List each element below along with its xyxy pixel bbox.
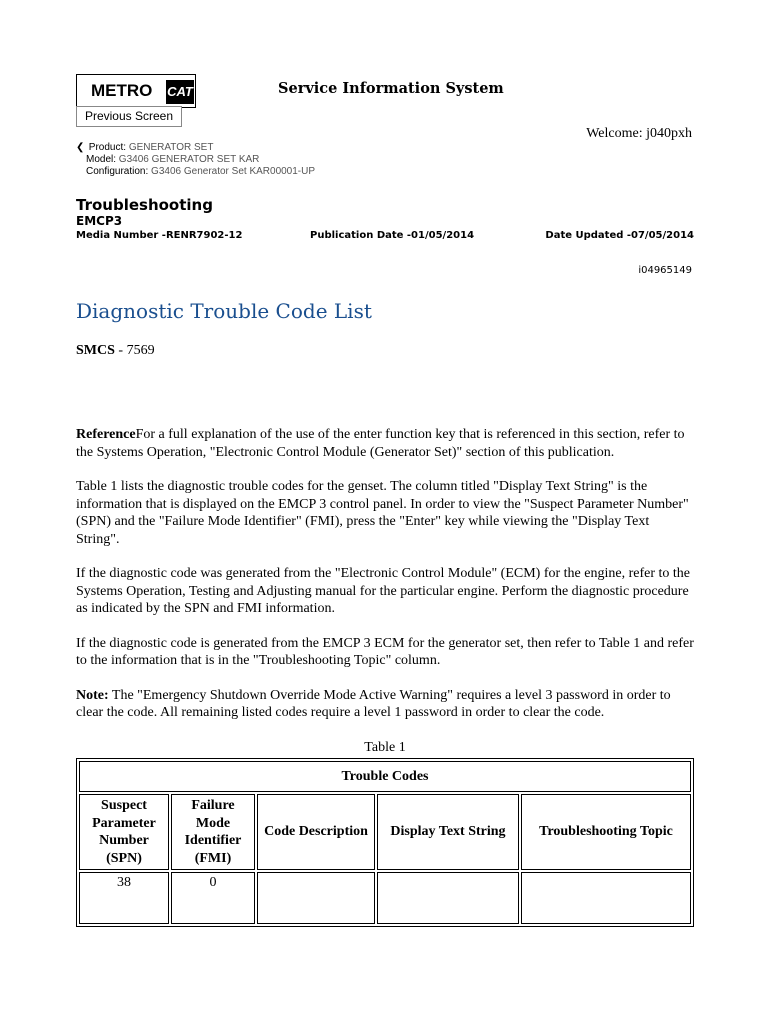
- metro-cat-logo: [76, 74, 196, 108]
- column-header-display-text: Display Text String: [377, 794, 519, 870]
- table-cell-display-text: [377, 872, 519, 924]
- site-title: Service Information System: [278, 80, 504, 97]
- paragraph-genset-ecm: If the diagnostic code is generated from the EMCP 3 ECM for the generator set, then refer to Table 1 and refer to the information that is in the "Troubleshooting Topic" column.: [76, 635, 694, 668]
- reference-paragraph: [76, 426, 694, 461]
- table-caption: Table 1: [364, 739, 406, 755]
- page-title: Diagnostic Trouble Code List: [76, 299, 372, 323]
- welcome-text: Welcome: j040pxh: [586, 126, 692, 141]
- table-heading: Trouble Codes: [79, 761, 691, 793]
- breadcrumb: [76, 142, 315, 178]
- paragraph-table-intro: Table 1 lists the diagnostic trouble codes for the genset. The column titled "Display Text String" is the information that is displayed on the EMCP 3 control panel. In order to view the "Suspect Parameter Number" (SPN) and the "Failure Mode Identifier" (FMI), press the "Enter" key while viewing the "Display Text String".: [76, 479, 689, 547]
- model-label: Model:: [86, 154, 117, 165]
- product-value: GENERATOR SET: [128, 142, 214, 153]
- table-cell-code-description: [257, 872, 375, 924]
- note-text: The "Emergency Shutdown Override Mode Active Warning" requires a level 3 password in order to clear the code. All remaining listed codes require a level 1 password in order to clear the code.: [76, 687, 671, 720]
- reference-label: Reference: [76, 427, 136, 442]
- column-header-fmi: Failure Mode Identifier (FMI): [171, 794, 255, 870]
- column-header-code-description: Code Description: [257, 794, 375, 870]
- header: [76, 74, 536, 128]
- table-cell-spn: 38: [79, 872, 169, 924]
- document-subject: EMCP3: [76, 214, 123, 228]
- table-row: [79, 872, 691, 924]
- trouble-codes-table: [76, 758, 694, 928]
- note-paragraph: [76, 687, 694, 722]
- media-number: Media Number -RENR7902-12: [76, 230, 243, 241]
- smcs-code: [76, 343, 694, 359]
- publication-date: Publication Date -01/05/2014: [310, 230, 475, 241]
- table-cell-troubleshooting-topic: [521, 872, 691, 924]
- column-header-spn: Suspect Parameter Number (SPN): [79, 794, 169, 870]
- column-header-troubleshooting-topic: Troubleshooting Topic: [521, 794, 691, 870]
- cat-logo-icon: CAT: [166, 80, 194, 104]
- document-meta: [76, 196, 694, 244]
- configuration-label: Configuration:: [86, 166, 149, 177]
- reference-text: For a full explanation of the use of the enter function key that is referenced in this section, refer to the Systems Operation, "Electronic Control Module (Generator Set)" section of this publication.: [76, 427, 685, 460]
- smcs-label: SMCS: [76, 343, 115, 358]
- note-label: Note:: [76, 687, 109, 703]
- document-body: [76, 296, 694, 927]
- table-cell-fmi: 0: [171, 872, 255, 924]
- paragraph-engine-ecm: If the diagnostic code was generated from the "Electronic Control Module" (ECM) for the engine, refer to the Systems Operation, Testing and Adjusting manual for the particular engine. Perform the diagnostic procedure as indicated by the SPN and FMI information.: [76, 566, 690, 616]
- previous-screen-button[interactable]: Previous Screen: [76, 106, 182, 127]
- document-category: Troubleshooting: [76, 196, 213, 214]
- product-label: Product:: [88, 142, 127, 153]
- logo-metro-text: METRO: [91, 81, 153, 100]
- configuration-value: G3406 Generator Set KAR00001-UP: [151, 166, 316, 177]
- smcs-value: - 7569: [114, 343, 155, 358]
- chevron-left-icon[interactable]: ❮: [76, 142, 85, 153]
- date-updated: Date Updated -07/05/2014: [545, 230, 694, 241]
- model-value: G3406 GENERATOR SET KAR: [118, 154, 260, 165]
- document-id: i04965149: [638, 265, 692, 276]
